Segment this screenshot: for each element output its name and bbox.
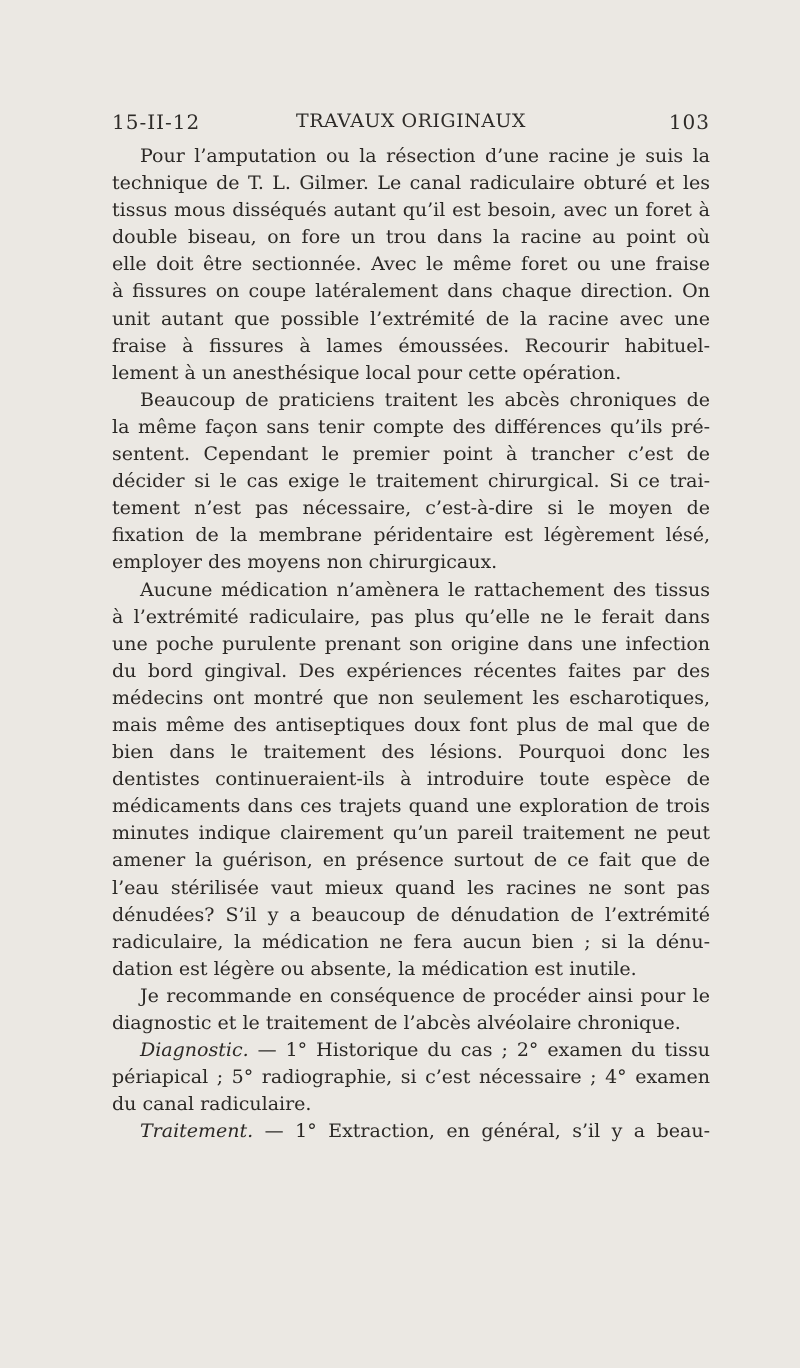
- text-line: [112, 441, 710, 468]
- line-text: elle doit être sectionnée. Avec le même foret ou une fraise: [112, 253, 710, 276]
- line-text: décider si le cas exige le traitement chirurgical. Si ce trai-: [112, 470, 710, 493]
- line-text: bien dans le traitement des lésions. Pourquoi donc les: [112, 741, 710, 764]
- page-number: 103: [668, 110, 710, 134]
- line-text: médecins ont montré que non seulement les escharotiques,: [112, 686, 710, 709]
- text-line: [112, 360, 710, 387]
- text-line: [112, 251, 710, 278]
- text-line: [112, 820, 710, 847]
- line-text: tissus mous disséqués autant qu’il est besoin, avec un foret à: [112, 199, 710, 222]
- text-line: [112, 604, 710, 631]
- line-text: minutes indique clairement qu’un pareil traitement ne peut: [112, 822, 710, 845]
- line-text: la même façon sans tenir compte des différences qu’ils pré-: [112, 415, 710, 438]
- line-text: Je recommande en conséquence de procéder ainsi pour le: [140, 984, 710, 1007]
- text-line: [112, 1091, 710, 1118]
- text-line: [112, 306, 710, 333]
- line-text: une poche purulente prenant son origine dans une infection: [112, 632, 710, 655]
- text-line: [112, 414, 710, 441]
- text-line: [112, 170, 710, 197]
- text-line: [112, 956, 710, 983]
- line-text: Aucune médication n’amènera le rattachement des tissus: [140, 578, 710, 601]
- text-line: [112, 468, 710, 495]
- line-text: radiculaire, la médication ne fera aucun bien ; si la dénu-: [112, 930, 710, 953]
- running-header: [112, 110, 710, 140]
- line-text: périapical ; 5° radiographie, si c’est nécessaire ; 4° examen: [112, 1066, 710, 1089]
- text-line: [112, 983, 710, 1010]
- text-line: [112, 278, 710, 305]
- text-line: [112, 387, 710, 414]
- line-text: lement à un anesthésique local pour cette opération.: [112, 361, 622, 384]
- line-text: tement n’est pas nécessaire, c’est-à-dire si le moyen de: [112, 497, 710, 520]
- line-text: amener la guérison, en présence surtout de ce fait que de: [112, 849, 710, 872]
- line-text: double biseau, on fore un trou dans la racine au point où: [112, 226, 710, 249]
- text-line: [112, 875, 710, 902]
- line-text: dation est légère ou absente, la médication est inutile.: [112, 957, 637, 980]
- text-line: [112, 1010, 710, 1037]
- text-line: [112, 1064, 710, 1091]
- line-text: fraise à fissures à lames émoussées. Recourir habituel-: [112, 334, 710, 357]
- text-line: [112, 766, 710, 793]
- line-text: diagnostic et le traitement de l’abcès alvéolaire chronique.: [112, 1012, 681, 1034]
- text-line: [112, 495, 710, 522]
- line-text: dénudées? S’il y a beaucoup de dénudation de l’extrémité: [112, 903, 710, 926]
- text-line: [112, 197, 710, 224]
- text-line: [112, 658, 710, 685]
- text-line: [112, 712, 710, 739]
- line-text: du canal radiculaire.: [112, 1093, 312, 1116]
- text-line: [112, 224, 710, 251]
- line-text: Pour l’amputation ou la résection d’une racine je suis la: [140, 145, 710, 167]
- text-line: [112, 847, 710, 874]
- line-text: Beaucoup de praticiens traitent les abcès chroniques de: [140, 388, 710, 411]
- header-date: 15-II-12: [112, 110, 201, 134]
- line-text: — 1° Historique du cas ; 2° examen du tissu: [248, 1039, 710, 1062]
- line-text: fixation de la membrane péridentaire est légèrement lésé,: [112, 524, 710, 547]
- text-line: [112, 902, 710, 929]
- text-line: [112, 143, 710, 170]
- line-text: à l’extrémité radiculaire, pas plus qu’elle ne le ferait dans: [112, 605, 710, 628]
- line-text: médicaments dans ces trajets quand une exploration de trois: [112, 795, 710, 818]
- line-text: l’eau stérilisée vaut mieux quand les racines ne sont pas: [112, 876, 710, 899]
- line-text: mais même des antiseptiques doux font plus de mal que de: [112, 713, 710, 736]
- section-lead: Traitement.: [140, 1120, 254, 1143]
- text-line: [112, 577, 710, 604]
- line-text: à fissures on coupe latéralement dans chaque direction. On: [112, 280, 710, 303]
- line-text: du bord gingival. Des expériences récentes faites par des: [112, 659, 710, 682]
- text-line: [112, 522, 710, 549]
- line-text: sentent. Cependant le premier point à trancher c’est de: [112, 443, 710, 466]
- section-lead: Diagnostic.: [140, 1039, 249, 1062]
- text-line: [112, 739, 710, 766]
- text-line: [112, 685, 710, 712]
- line-text: — 1° Extraction, en général, s’il y a beau-: [253, 1120, 710, 1143]
- text-line: [112, 333, 710, 360]
- text-line: [112, 1118, 710, 1145]
- text-line: [112, 929, 710, 956]
- text-line: [112, 549, 710, 576]
- text-line: [112, 1037, 710, 1064]
- line-text: employer des moyens non chirurgicaux.: [112, 551, 498, 574]
- text-line: [112, 793, 710, 820]
- header-section-title: TRAVAUX ORIGINAUX: [296, 110, 526, 132]
- line-text: unit autant que possible l’extrémité de la racine avec une: [112, 307, 710, 330]
- line-text: technique de T. L. Gilmer. Le canal radiculaire obturé et les: [112, 172, 710, 195]
- line-text: dentistes continueraient-ils à introduire toute espèce de: [112, 768, 710, 791]
- text-line: [112, 631, 710, 658]
- body-text: [112, 143, 710, 1145]
